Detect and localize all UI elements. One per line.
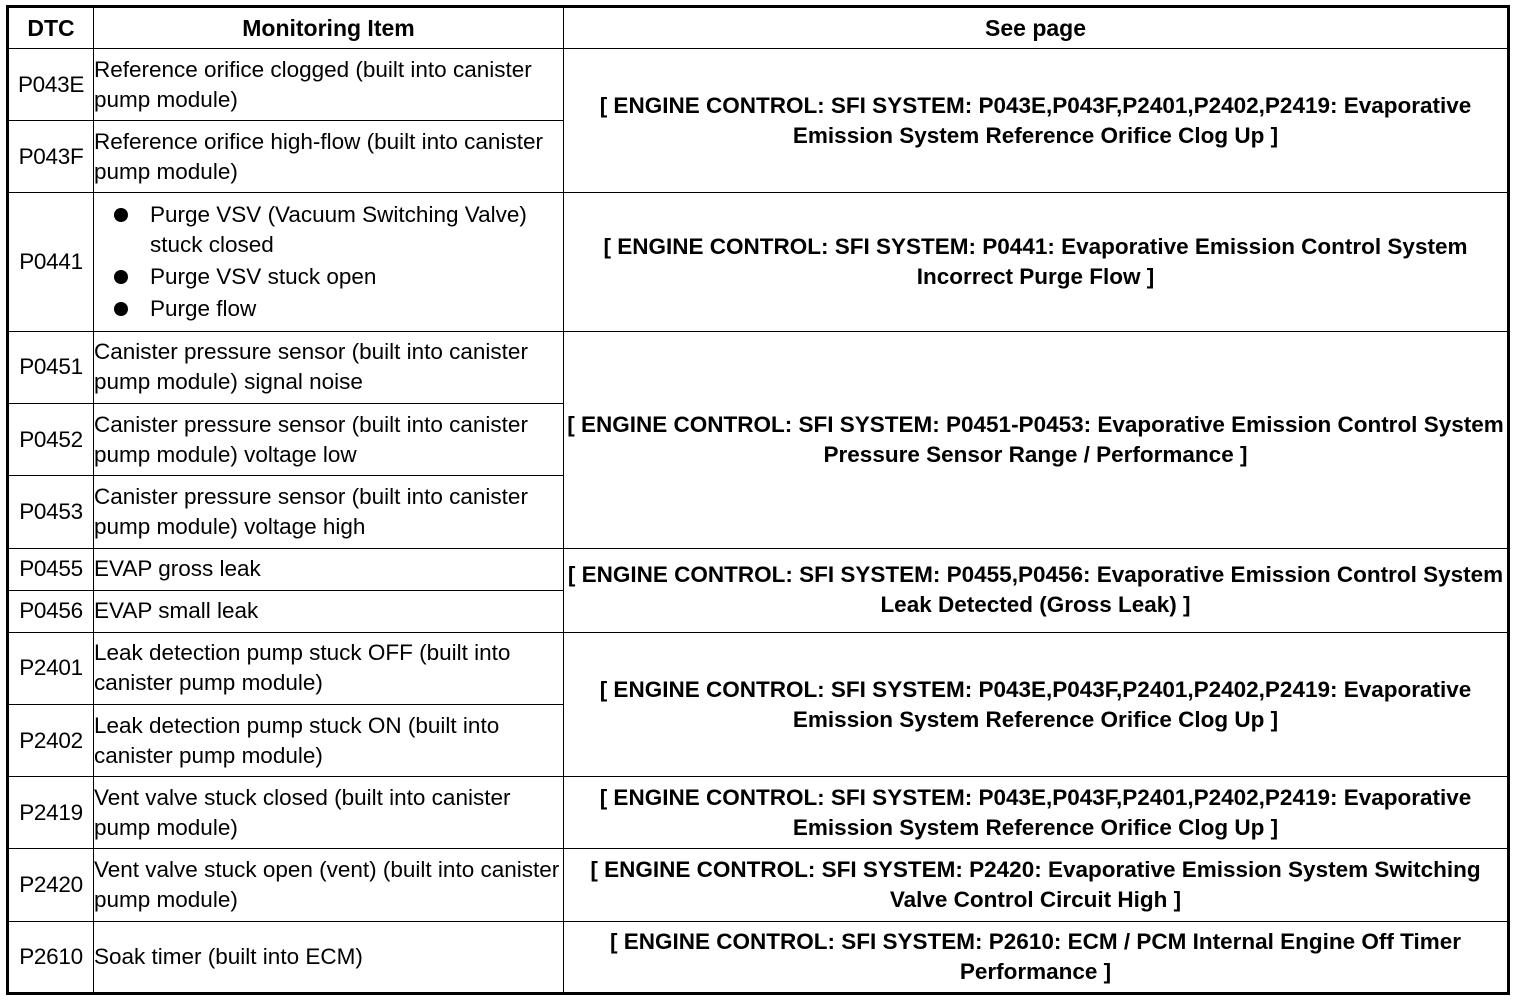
- dtc-code: P2420: [8, 849, 94, 921]
- see-page-link[interactable]: [ ENGINE CONTROL: SFI SYSTEM: P043E,P043F,P2401,P2402,P2419: Evaporative Emission System Reference Orifice Clog Up ]: [564, 632, 1509, 776]
- monitoring-item: Soak timer (built into ECM): [94, 921, 564, 993]
- dtc-code: P0441: [8, 193, 94, 331]
- monitoring-item: EVAP gross leak: [94, 548, 564, 590]
- monitoring-item: Reference orifice high-flow (built into canister pump module): [94, 121, 564, 193]
- monitoring-item: Canister pressure sensor (built into canister pump module) voltage high: [94, 476, 564, 548]
- monitoring-item: Leak detection pump stuck ON (built into canister pump module): [94, 705, 564, 777]
- see-page-link[interactable]: [ ENGINE CONTROL: SFI SYSTEM: P2610: ECM / PCM Internal Engine Off Timer Performance ]: [564, 921, 1509, 993]
- table-row: [8, 632, 1509, 704]
- monitoring-item: Vent valve stuck open (vent) (built into canister pump module): [94, 849, 564, 921]
- dtc-code: P043E: [8, 49, 94, 121]
- see-page-link[interactable]: [ ENGINE CONTROL: SFI SYSTEM: P2420: Evaporative Emission System Switching Valve Control Circuit High ]: [564, 849, 1509, 921]
- dtc-table: [6, 5, 1510, 995]
- table-row: [8, 921, 1509, 993]
- header-dtc: DTC: [8, 7, 94, 49]
- table-row: [8, 331, 1509, 403]
- dtc-code: P043F: [8, 121, 94, 193]
- see-page-link[interactable]: [ ENGINE CONTROL: SFI SYSTEM: P0441: Evaporative Emission Control System Incorrect Purge Flow ]: [564, 193, 1509, 331]
- header-see-page: See page: [564, 7, 1509, 49]
- dtc-code: P2419: [8, 777, 94, 849]
- dtc-code: P0452: [8, 404, 94, 476]
- bullet-list: [94, 197, 563, 328]
- monitoring-item: Canister pressure sensor (built into canister pump module) voltage low: [94, 404, 564, 476]
- dtc-code: P0456: [8, 590, 94, 632]
- see-page-link[interactable]: [ ENGINE CONTROL: SFI SYSTEM: P043E,P043F,P2401,P2402,P2419: Evaporative Emission System Reference Orifice Clog Up ]: [564, 49, 1509, 193]
- table-row: [8, 849, 1509, 921]
- see-page-link[interactable]: [ ENGINE CONTROL: SFI SYSTEM: P043E,P043F,P2401,P2402,P2419: Evaporative Emission System Reference Orifice Clog Up ]: [564, 777, 1509, 849]
- monitoring-item: Vent valve stuck closed (built into canister pump module): [94, 777, 564, 849]
- list-item: Purge flow: [114, 294, 563, 324]
- monitoring-item: Reference orifice clogged (built into canister pump module): [94, 49, 564, 121]
- dtc-code: P2401: [8, 632, 94, 704]
- dtc-code: P0455: [8, 548, 94, 590]
- dtc-code: P2402: [8, 705, 94, 777]
- see-page-link[interactable]: [ ENGINE CONTROL: SFI SYSTEM: P0455,P0456: Evaporative Emission Control System Leak Detected (Gross Leak) ]: [564, 548, 1509, 632]
- table-row: [8, 548, 1509, 590]
- table-row: [8, 193, 1509, 331]
- dtc-code: P2610: [8, 921, 94, 993]
- header-row: [8, 7, 1509, 49]
- header-monitoring-item: Monitoring Item: [94, 7, 564, 49]
- table-row: [8, 49, 1509, 121]
- list-item: Purge VSV (Vacuum Switching Valve) stuck closed: [114, 200, 563, 260]
- dtc-code: P0453: [8, 476, 94, 548]
- monitoring-item: [94, 193, 564, 331]
- list-item: Purge VSV stuck open: [114, 262, 563, 292]
- monitoring-item: EVAP small leak: [94, 590, 564, 632]
- table-row: [8, 777, 1509, 849]
- monitoring-item: Leak detection pump stuck OFF (built into canister pump module): [94, 632, 564, 704]
- dtc-code: P0451: [8, 331, 94, 403]
- monitoring-item: Canister pressure sensor (built into canister pump module) signal noise: [94, 331, 564, 403]
- see-page-link[interactable]: [ ENGINE CONTROL: SFI SYSTEM: P0451-P0453: Evaporative Emission Control System Pressure Sensor Range / Performance ]: [564, 331, 1509, 548]
